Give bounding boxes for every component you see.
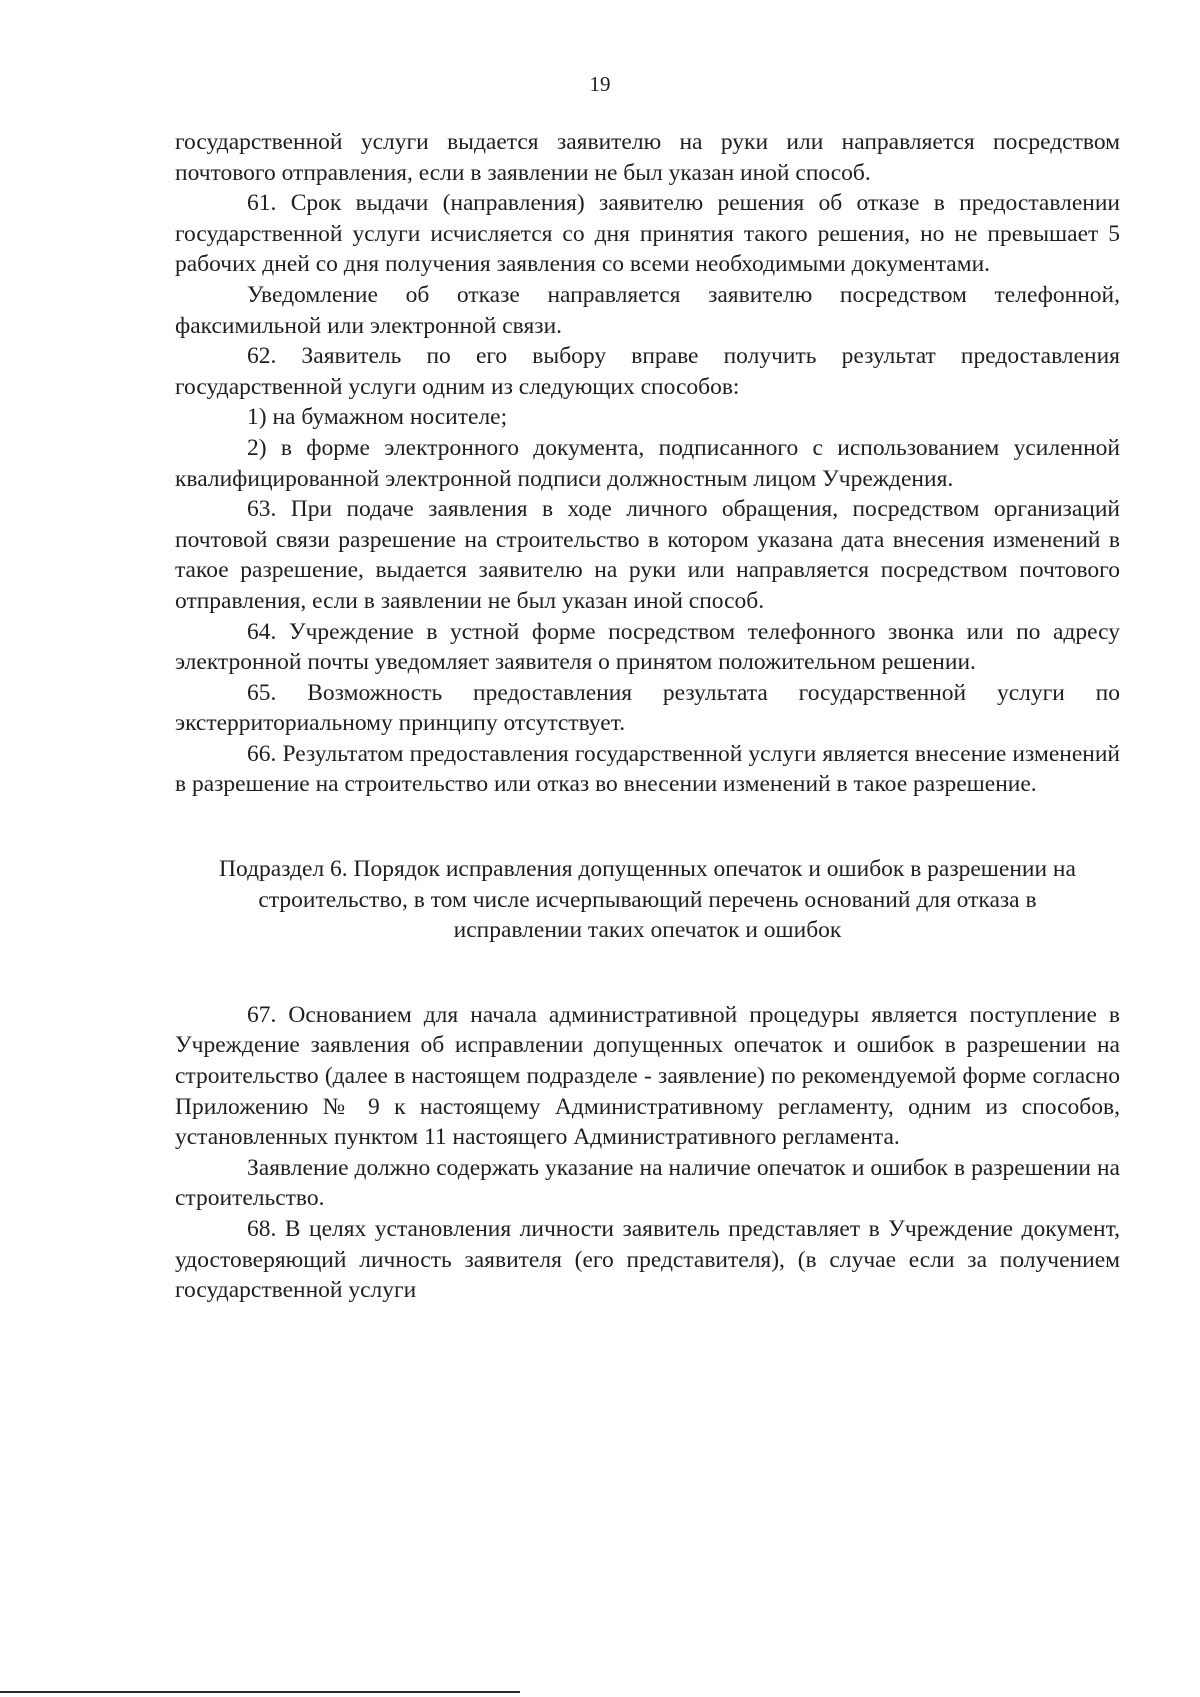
paragraph: государственной услуги выдается заявителю на руки или направляется посредством почтового отправления, если в заявлении не был указан иной способ. — [175, 129, 1120, 186]
list-item: 1) на бумажном носителе; — [247, 404, 508, 431]
list-item: 2) в форме электронного документа, подписанного с использованием усиленной квалифицированной электронной подписи должностным лицом Учреждения. — [175, 434, 1120, 492]
paragraph-64: 64. Учреждение в устной форме посредством телефонного звонка или по адресу электронной почты уведомляет заявителя о принятом положительном решении. — [175, 618, 1120, 676]
paragraph-67: 67. Основанием для начала административной процедуры является поступление в Учреждение заявления об исправлении допущенных опечаток и ошибок в разрешении на строительство (далее в настоящем подразделе - заявление) по рекомендуемой форме согласно Приложению № 9 к настоящему Административному регламенту, одним из способов, установленных пунктом 11 настоящего Административного регламента. — [175, 1001, 1120, 1151]
paragraph-61: 61. Срок выдачи (направления) заявителю решения об отказе в предоставлении государственной услуги исчисляется со дня принятия такого решения, но не превышает 5 рабочих дней со дня получения заявления со всеми необходимыми документами. — [175, 190, 1120, 278]
paragraph-63: 63. При подаче заявления в ходе личного обращения, посредством организаций почтовой связи разрешение на строительство в котором указана дата внесения изменений в такое разрешение, выдается заявителю на руки или направляется посредством почтового отправления, если в заявлении не был указан иной способ. — [175, 496, 1120, 614]
document-body — [175, 127, 1120, 1306]
paragraph-66: 66. Результатом предоставления государственной услуги является внесение изменений в разрешение на строительство или отказ во внесении изменений в такое разрешение. — [175, 740, 1120, 798]
paragraph-68: 68. В целях установления личности заявитель представляет в Учреждение документ, удостоверяющий личность заявителя (его представителя), (в случае если за получением государственной услуги — [175, 1216, 1120, 1304]
paragraph-62: 62. Заявитель по его выбору вправе получить результат предоставления государственной услуги одним из следующих способов: — [175, 343, 1120, 400]
footer-rule — [0, 1691, 520, 1693]
paragraph: Уведомление об отказе направляется заявителю посредством телефонной, факсимильной или электронной связи. — [175, 281, 1120, 339]
paragraph-65: 65. Возможность предоставления результата государственной услуги по экстерриториальному принципу отсутствует. — [175, 679, 1120, 737]
paragraph: Заявление должно содержать указание на наличие опечаток и ошибок в разрешении на строительство. — [175, 1154, 1120, 1212]
page-number: 19 — [589, 72, 611, 96]
section-heading: Подраздел 6. Порядок исправления допущенных опечаток и ошибок в разрешении на строительство, в том числе исчерпывающий перечень оснований для отказа в исправлении таких опечаток и ошибок — [219, 856, 1076, 944]
